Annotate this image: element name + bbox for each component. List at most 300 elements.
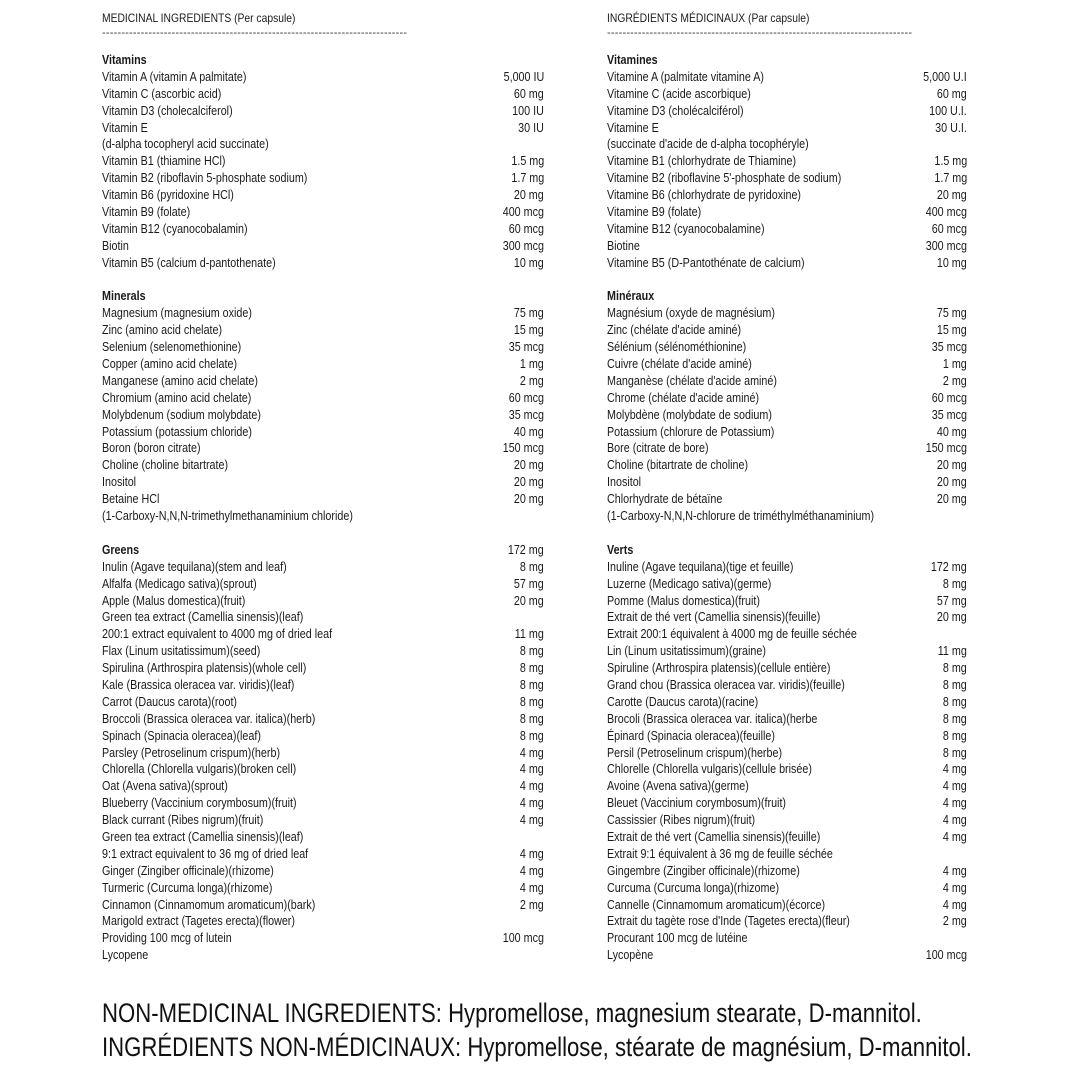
ingredient-row: [102, 677, 544, 694]
ingredient-amount: 1.5 mg: [511, 154, 544, 169]
ingredient-name: Magnesium (magnesium oxide): [102, 306, 252, 321]
ingredient-row: [102, 136, 544, 153]
ingredient-amount: 1 mg: [943, 357, 967, 372]
ingredient-name: (1-Carboxy-N,N,N-trimethylmethanaminium chloride): [102, 509, 353, 524]
ingredient-amount: 2 mg: [943, 373, 967, 388]
ingredient-name: Broccoli (Brassica oleracea var. italica)(herb): [102, 711, 316, 726]
ingredient-row: [607, 626, 967, 643]
ingredient-name: Manganese (amino acid chelate): [102, 373, 258, 388]
ingredient-amount: 8 mg: [943, 711, 967, 726]
ingredient-row: [607, 136, 967, 153]
ingredient-amount: 4 mg: [520, 779, 544, 794]
ingredient-name: Chlorhydrate de bétaïne: [607, 492, 723, 507]
ingredient-name: Chlorella (Chlorella vulgaris)(broken cell): [102, 762, 297, 777]
ingredient-row: [607, 390, 967, 407]
ingredient-amount: 35 mcg: [931, 407, 967, 422]
ingredient-row: [102, 356, 544, 373]
ingredient-row: [607, 728, 967, 745]
ingredient-amount: 4 mg: [943, 779, 967, 794]
ingredient-name: Potassium (chlorure de Potassium): [607, 424, 775, 439]
ingredient-amount: 4 mg: [520, 813, 544, 828]
ingredient-name: Extrait du tagète rose d'Inde (Tagetes erecta)(fleur): [607, 914, 850, 929]
ingredient-row: [607, 508, 967, 525]
ingredient-name: Vitamine B9 (folate): [607, 205, 702, 220]
ingredient-amount: 8 mg: [943, 745, 967, 760]
ingredient-name: Chlorelle (Chlorella vulgaris)(cellule brisée): [607, 762, 812, 777]
ingredient-name: Vitamin A (vitamin A palmitate): [102, 69, 247, 84]
ingredient-amount: 2 mg: [520, 373, 544, 388]
ingredient-name: Bleuet (Vaccinium corymbosum)(fruit): [607, 796, 787, 811]
ingredient-row: [102, 812, 544, 829]
ingredient-row: [607, 221, 967, 238]
english-greens-section: [102, 542, 544, 964]
ingredient-row: [102, 440, 544, 457]
ingredient-amount: 60 mcg: [931, 221, 967, 236]
ingredient-row: [102, 86, 544, 103]
ingredient-name: Biotin: [102, 238, 129, 253]
ingredient-amount: 60 mg: [514, 86, 544, 101]
english-column: [102, 10, 544, 964]
ingredient-name: Inositol: [607, 475, 642, 490]
ingredient-row: [102, 947, 544, 964]
ingredient-amount: 8 mg: [943, 694, 967, 709]
ingredient-amount: 300 mcg: [925, 238, 967, 253]
ingredient-row: [102, 660, 544, 677]
ingredient-name: Betaine HCl: [102, 492, 160, 507]
ingredient-amount: 1.7 mg: [934, 171, 967, 186]
ingredient-row: [607, 947, 967, 964]
french-greens-section: [607, 542, 967, 964]
ingredient-name: Providing 100 mcg of lutein: [102, 931, 232, 946]
ingredient-row: [102, 846, 544, 863]
ingredient-name: Green tea extract (Camellia sinensis)(leaf): [102, 829, 304, 844]
ingredient-amount: 40 mg: [514, 424, 544, 439]
ingredient-row: [102, 322, 544, 339]
ingredient-row: [102, 204, 544, 221]
ingredient-name: Cuivre (chélate d'acide aminé): [607, 357, 752, 372]
ingredient-name: Vitamine B6 (chlorhydrate de pyridoxine): [607, 188, 802, 203]
ingredient-row: [102, 221, 544, 238]
ingredient-name: Vitamin B2 (riboflavin 5-phosphate sodium): [102, 171, 308, 186]
ingredient-row: [607, 440, 967, 457]
section-title-amount: 172 mg: [508, 542, 544, 557]
ingredient-name: Lycopene: [102, 948, 149, 963]
ingredient-row: [102, 424, 544, 441]
ingredient-amount: 15 mg: [514, 323, 544, 338]
ingredient-name: (1-Carboxy-N,N,N-chlorure de triméthylméthanaminium): [607, 509, 875, 524]
ingredient-row: [607, 812, 967, 829]
ingredient-name: Cinnamon (Cinnamomum aromaticum)(bark): [102, 897, 316, 912]
ingredient-name: Lycopène: [607, 948, 654, 963]
ingredient-name: Lin (Linum usitatissimum)(graine): [607, 644, 766, 659]
ingredient-row: [607, 305, 967, 322]
ingredient-name: (succinate d'acide de d-alpha tocophéryle): [607, 137, 809, 152]
ingredient-name: Green tea extract (Camellia sinensis)(leaf): [102, 610, 304, 625]
ingredient-name: Persil (Petroselinum crispum)(herbe): [607, 745, 783, 760]
english-vitamins-section: [102, 52, 544, 272]
ingredient-name: Vitamine B1 (chlorhydrate de Thiamine): [607, 154, 797, 169]
ingredient-amount: 20 mg: [514, 188, 544, 203]
ingredient-name: Molybdène (molybdate de sodium): [607, 407, 772, 422]
ingredient-amount: 100 IU: [512, 103, 544, 118]
ingredient-name: Parsley (Petroselinum crispum)(herb): [102, 745, 281, 760]
english-divider: -------------------------------------------------------------------------------: [102, 27, 408, 39]
ingredient-name: Vitamine D3 (cholécalciférol): [607, 103, 744, 118]
ingredient-row: [607, 863, 967, 880]
ingredient-row: [607, 930, 967, 947]
ingredient-row: [102, 626, 544, 643]
ingredient-name: Blueberry (Vaccinium corymbosum)(fruit): [102, 796, 297, 811]
ingredient-name: Avoine (Avena sativa)(germe): [607, 779, 749, 794]
ingredient-row: [102, 491, 544, 508]
ingredient-amount: 20 mg: [937, 188, 967, 203]
ingredient-name: Vitamin D3 (cholecalciferol): [102, 103, 233, 118]
section-title: Vitamins: [102, 53, 147, 67]
ingredient-row: [607, 576, 967, 593]
ingredient-amount: 57 mg: [514, 576, 544, 591]
ingredient-name: Turmeric (Curcuma longa)(rhizome): [102, 880, 273, 895]
ingredient-amount: 5,000 IU: [503, 69, 544, 84]
ingredient-row: [102, 457, 544, 474]
ingredient-name: Biotine: [607, 238, 640, 253]
ingredient-name: Magnésium (oxyde de magnésium): [607, 306, 775, 321]
ingredient-row: [102, 913, 544, 930]
ingredient-name: Inositol: [102, 475, 137, 490]
french-column: [607, 10, 967, 964]
section-title-row: [607, 52, 967, 69]
french-divider: -------------------------------------------------------------------------------: [607, 27, 913, 39]
ingredient-name: Oat (Avena sativa)(sprout): [102, 779, 228, 794]
ingredient-row: [102, 407, 544, 424]
ingredient-row: [607, 69, 967, 86]
ingredient-row: [102, 305, 544, 322]
ingredient-name: Copper (amino acid chelate): [102, 357, 238, 372]
ingredient-name: Zinc (chélate d'acide aminé): [607, 323, 742, 338]
ingredient-amount: 60 mg: [937, 86, 967, 101]
ingredient-amount: 4 mg: [943, 762, 967, 777]
ingredient-amount: 60 mcg: [508, 221, 544, 236]
ingredient-amount: 1.7 mg: [511, 171, 544, 186]
ingredient-amount: 20 mg: [937, 458, 967, 473]
ingredient-amount: 35 mcg: [508, 340, 544, 355]
ingredient-row: [607, 407, 967, 424]
ingredient-row: [102, 745, 544, 762]
ingredient-amount: 20 mg: [514, 458, 544, 473]
ingredient-amount: 100 mcg: [502, 931, 544, 946]
ingredient-amount: 30 U.I.: [935, 120, 967, 135]
ingredient-amount: 8 mg: [520, 644, 544, 659]
ingredient-amount: 1 mg: [520, 357, 544, 372]
ingredient-amount: 35 mcg: [931, 340, 967, 355]
ingredient-row: [607, 238, 967, 255]
ingredient-row: [607, 491, 967, 508]
ingredient-name: Molybdenum (sodium molybdate): [102, 407, 261, 422]
ingredient-name: Gingembre (Zingiber officinale)(rhizome): [607, 863, 800, 878]
ingredient-name: Vitamine B5 (D-Pantothénate de calcium): [607, 255, 805, 270]
ingredient-row: [102, 69, 544, 86]
ingredient-row: [607, 829, 967, 846]
ingredient-name: Vitamin B12 (cyanocobalamin): [102, 221, 248, 236]
english-minerals-section: [102, 288, 544, 524]
ingredient-amount: 20 mg: [514, 492, 544, 507]
ingredient-amount: 8 mg: [943, 677, 967, 692]
ingredient-row: [607, 153, 967, 170]
ingredient-amount: 4 mg: [520, 880, 544, 895]
ingredient-row: [102, 897, 544, 914]
ingredient-name: Cassissier (Ribes nigrum)(fruit): [607, 813, 756, 828]
ingredient-row: [102, 120, 544, 137]
ingredient-row: [102, 609, 544, 626]
ingredient-amount: 100 mcg: [925, 948, 967, 963]
ingredient-row: [607, 593, 967, 610]
ingredient-name: Spiruline (Arthrospira platensis)(cellule entière): [607, 661, 831, 676]
ingredient-row: [607, 778, 967, 795]
ingredient-row: [102, 474, 544, 491]
ingredient-row: [607, 846, 967, 863]
section-title: Vitamines: [607, 53, 658, 67]
section-title-row: [102, 288, 544, 305]
ingredient-row: [607, 694, 967, 711]
ingredient-amount: 20 mg: [937, 610, 967, 625]
ingredient-row: [607, 339, 967, 356]
section-title-row: [607, 542, 967, 559]
ingredient-name: Zinc (amino acid chelate): [102, 323, 223, 338]
ingredient-row: [607, 170, 967, 187]
ingredient-row: [607, 609, 967, 626]
ingredient-row: [607, 677, 967, 694]
ingredient-row: [102, 373, 544, 390]
ingredient-row: [102, 761, 544, 778]
ingredient-row: [102, 170, 544, 187]
section-title-row: [102, 542, 544, 559]
ingredient-name: Vitamine B12 (cyanocobalamine): [607, 221, 765, 236]
ingredient-row: [102, 339, 544, 356]
ingredient-name: Vitamine C (acide ascorbique): [607, 86, 751, 101]
ingredient-amount: 30 IU: [518, 120, 544, 135]
ingredient-row: [607, 424, 967, 441]
ingredient-amount: 8 mg: [520, 728, 544, 743]
ingredient-name: Vitamine B2 (riboflavine 5'-phosphate de sodium): [607, 171, 842, 186]
ingredient-amount: 100 U.I.: [929, 103, 967, 118]
ingredient-name: Vitamine E: [607, 120, 659, 135]
ingredient-row: [102, 795, 544, 812]
ingredient-amount: 75 mg: [937, 306, 967, 321]
ingredient-name: Inuline (Agave tequilana)(tige et feuille): [607, 559, 794, 574]
ingredient-amount: 15 mg: [937, 323, 967, 338]
ingredient-row: [102, 238, 544, 255]
ingredient-row: [102, 880, 544, 897]
ingredient-row: [607, 457, 967, 474]
ingredient-name: Boron (boron citrate): [102, 441, 201, 456]
ingredient-name: Grand chou (Brassica oleracea var. viridis)(feuille): [607, 677, 845, 692]
ingredient-row: [102, 643, 544, 660]
ingredient-amount: 35 mcg: [508, 407, 544, 422]
ingredient-name: Potassium (potassium chloride): [102, 424, 252, 439]
ingredient-row: [607, 103, 967, 120]
ingredient-name: Vitamin B1 (thiamine HCl): [102, 154, 226, 169]
ingredient-row: [102, 559, 544, 576]
ingredient-amount: 300 mcg: [502, 238, 544, 253]
ingredient-row: [607, 880, 967, 897]
ingredient-name: Luzerne (Medicago sativa)(germe): [607, 576, 772, 591]
ingredient-row: [607, 643, 967, 660]
ingredient-amount: 172 mg: [931, 559, 967, 574]
ingredient-amount: 60 mcg: [931, 390, 967, 405]
ingredient-amount: 2 mg: [943, 914, 967, 929]
ingredient-amount: 8 mg: [520, 711, 544, 726]
section-title: Verts: [607, 542, 634, 557]
ingredient-amount: 400 mcg: [502, 205, 544, 220]
ingredient-row: [607, 745, 967, 762]
ingredient-name: Spinach (Spinacia oleracea)(leaf): [102, 728, 261, 743]
ingredient-amount: 4 mg: [943, 796, 967, 811]
ingredient-name: Chrome (chélate d'acide aminé): [607, 390, 760, 405]
ingredient-name: Vitamin B6 (pyridoxine HCl): [102, 188, 234, 203]
ingredient-amount: 4 mg: [520, 796, 544, 811]
ingredient-name: Manganèse (chélate d'acide aminé): [607, 373, 777, 388]
ingredient-amount: 2 mg: [520, 897, 544, 912]
ingredient-amount: 20 mg: [514, 593, 544, 608]
ingredient-row: [102, 694, 544, 711]
ingredient-name: 9:1 extract equivalent to 36 mg of dried leaf: [102, 846, 309, 861]
ingredient-row: [102, 187, 544, 204]
ingredient-row: [102, 863, 544, 880]
ingredient-amount: 4 mg: [943, 863, 967, 878]
ingredient-row: [607, 86, 967, 103]
ingredient-row: [102, 576, 544, 593]
ingredient-name: Vitamin C (ascorbic acid): [102, 86, 222, 101]
ingredient-amount: 5,000 U.I: [923, 69, 967, 84]
ingredient-amount: 40 mg: [937, 424, 967, 439]
section-title: Minéraux: [607, 289, 655, 304]
ingredient-name: Procurant 100 mcg de lutéine: [607, 931, 748, 946]
section-title-row: [102, 52, 544, 69]
ingredient-amount: 150 mcg: [502, 441, 544, 456]
ingredient-row: [607, 761, 967, 778]
ingredient-row: [102, 930, 544, 947]
english-header: MEDICINAL INGREDIENTS (Per capsule): [102, 11, 296, 25]
ingredient-amount: 10 mg: [937, 255, 967, 270]
ingredient-amount: 4 mg: [520, 745, 544, 760]
ingredient-row: [102, 103, 544, 120]
ingredient-row: [607, 913, 967, 930]
ingredient-amount: 8 mg: [520, 661, 544, 676]
ingredient-amount: 57 mg: [937, 593, 967, 608]
ingredient-row: [607, 373, 967, 390]
ingredient-row: [607, 559, 967, 576]
ingredient-name: Extrait 9:1 équivalent à 36 mg de feuille séchée: [607, 846, 833, 861]
ingredient-amount: 8 mg: [943, 576, 967, 591]
ingredient-row: [102, 593, 544, 610]
ingredient-row: [607, 711, 967, 728]
ingredient-name: Selenium (selenomethionine): [102, 340, 242, 355]
ingredient-amount: 8 mg: [520, 559, 544, 574]
ingredient-amount: 20 mg: [937, 492, 967, 507]
ingredient-row: [102, 255, 544, 272]
ingredient-name: Vitamin E: [102, 120, 148, 135]
ingredient-row: [102, 153, 544, 170]
ingredient-amount: 20 mg: [514, 475, 544, 490]
ingredient-name: Vitamin B5 (calcium d-pantothenate): [102, 255, 276, 270]
section-title-row: [607, 288, 967, 305]
ingredient-amount: 400 mcg: [925, 205, 967, 220]
ingredient-amount: 150 mcg: [925, 441, 967, 456]
ingredient-amount: 4 mg: [943, 897, 967, 912]
ingredient-amount: 4 mg: [520, 863, 544, 878]
ingredient-name: Vitamin B9 (folate): [102, 205, 191, 220]
ingredient-name: (d-alpha tocopheryl acid succinate): [102, 137, 269, 152]
ingredient-name: Extrait de thé vert (Camellia sinensis)(feuille): [607, 610, 821, 625]
ingredient-name: Flax (Linum usitatissimum)(seed): [102, 644, 261, 659]
ingredient-name: Extrait de thé vert (Camellia sinensis)(feuille): [607, 829, 821, 844]
ingredient-name: Kale (Brassica oleracea var. viridis)(leaf): [102, 677, 295, 692]
ingredient-name: Choline (choline bitartrate): [102, 458, 229, 473]
ingredient-name: Sélénium (sélénométhionine): [607, 340, 747, 355]
ingredient-name: Black currant (Ribes nigrum)(fruit): [102, 813, 264, 828]
french-minerals-section: [607, 288, 967, 524]
ingredient-row: [102, 508, 544, 525]
ingredient-amount: 20 mg: [937, 475, 967, 490]
ingredient-name: Spirulina (Arthrospira platensis)(whole cell): [102, 661, 307, 676]
ingredient-name: Apple (Malus domestica)(fruit): [102, 593, 246, 608]
ingredient-row: [607, 187, 967, 204]
non-medicinal-ingredients: [102, 996, 1062, 1064]
ingredient-name: Vitamine A (palmitate vitamine A): [607, 69, 764, 84]
ingredient-row: [607, 356, 967, 373]
ingredient-row: [607, 120, 967, 137]
ingredient-row: [607, 474, 967, 491]
ingredient-amount: 1.5 mg: [934, 154, 967, 169]
ingredient-amount: 8 mg: [943, 661, 967, 676]
ingredient-name: 200:1 extract equivalent to 4000 mg of dried leaf: [102, 627, 333, 642]
ingredient-name: Carrot (Daucus carota)(root): [102, 694, 238, 709]
ingredient-amount: 4 mg: [943, 813, 967, 828]
ingredient-row: [607, 795, 967, 812]
ingredient-amount: 11 mg: [937, 644, 967, 659]
ingredient-row: [607, 255, 967, 272]
section-title: Minerals: [102, 289, 146, 304]
ingredient-amount: 4 mg: [520, 762, 544, 777]
french-vitamins-section: [607, 52, 967, 272]
ingredient-name: Curcuma (Curcuma longa)(rhizome): [607, 880, 780, 895]
ingredient-name: Cannelle (Cinnamomum aromaticum)(écorce): [607, 897, 826, 912]
ingredient-amount: 10 mg: [514, 255, 544, 270]
french-header: INGRÉDIENTS MÉDICINAUX (Par capsule): [607, 11, 810, 25]
ingredient-row: [102, 728, 544, 745]
ingredient-name: Ginger (Zingiber officinale)(rhizome): [102, 863, 274, 878]
ingredient-amount: 4 mg: [943, 829, 967, 844]
ingredient-name: Brocoli (Brassica oleracea var. italica)(herbe: [607, 711, 818, 726]
ingredient-row: [607, 322, 967, 339]
ingredient-amount: 8 mg: [520, 677, 544, 692]
ingredient-name: Extrait 200:1 équivalent à 4000 mg de feuille séchée: [607, 627, 857, 642]
ingredient-name: Marigold extract (Tagetes erecta)(flower): [102, 914, 295, 929]
ingredient-amount: 8 mg: [520, 694, 544, 709]
ingredient-amount: 11 mg: [514, 627, 544, 642]
ingredient-row: [102, 711, 544, 728]
ingredient-row: [102, 390, 544, 407]
ingredient-amount: 4 mg: [943, 880, 967, 895]
ingredient-name: Inulin (Agave tequilana)(stem and leaf): [102, 559, 287, 574]
ingredient-name: Pomme (Malus domestica)(fruit): [607, 593, 760, 608]
ingredient-row: [102, 778, 544, 795]
ingredient-name: Alfalfa (Medicago sativa)(sprout): [102, 576, 257, 591]
ingredient-row: [607, 660, 967, 677]
ingredient-amount: 75 mg: [514, 306, 544, 321]
ingredient-name: Choline (bitartrate de choline): [607, 458, 749, 473]
ingredient-row: [102, 829, 544, 846]
ingredient-row: [607, 204, 967, 221]
